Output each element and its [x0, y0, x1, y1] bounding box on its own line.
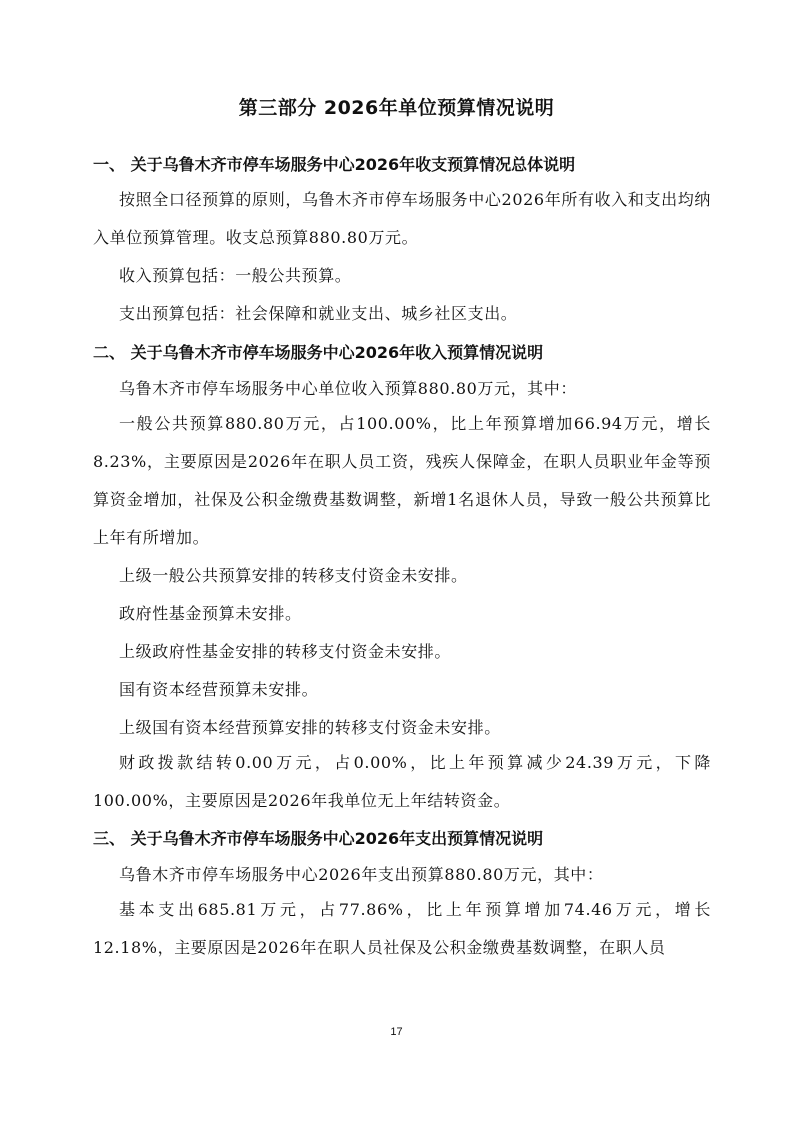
- section-1-paragraph-2: 收入预算包括：一般公共预算。: [119, 266, 352, 285]
- section-3-paragraph-2: 基本支出685.81万元，占77.86%，比上年预算增加74.46万元，增长12.18%，主要原因是2026年在职人员社保及公积金缴费基数调整，在职人员: [93, 900, 711, 957]
- section-2-paragraph-3: 上级一般公共预算安排的转移支付资金未安排。: [119, 566, 468, 585]
- section-2-paragraph-7: 上级国有资本经营预算安排的转移支付资金未安排。: [119, 718, 501, 737]
- page-number: 17: [390, 1026, 403, 1038]
- section-1-paragraph-3: 支出预算包括：社会保障和就业支出、城乡社区支出。: [119, 304, 518, 323]
- section-2-paragraph-4: 政府性基金预算未安排。: [119, 604, 302, 623]
- section-1-paragraph-1: 按照全口径预算的原则，乌鲁木齐市停车场服务中心2026年所有收入和支出均纳入单位预算管理。收支总预算880.80万元。: [93, 190, 711, 247]
- page-title: 第三部分 2026年单位预算情况说明: [238, 97, 555, 119]
- section-2-paragraph-5: 上级政府性基金安排的转移支付资金未安排。: [119, 642, 452, 661]
- section-2-paragraph-1: 乌鲁木齐市停车场服务中心单位收入预算880.80万元，其中：: [119, 379, 577, 398]
- section-3-paragraph-1: 乌鲁木齐市停车场服务中心2026年支出预算880.80万元，其中：: [119, 865, 604, 884]
- section-2-paragraph-6: 国有资本经营预算未安排。: [119, 680, 319, 699]
- section-1-heading: 一、 关于乌鲁木齐市停车场服务中心2026年收支预算情况总体说明: [93, 155, 576, 174]
- section-2-paragraph-2: 一般公共预算880.80万元，占100.00%，比上年预算增加66.94万元，增长8.23%，主要原因是2026年在职人员工资，残疾人保障金，在职人员职业年金等预算资金增加，社保及公积金缴费基数调整，新增1名退休人员，导致一般公共预算比上年有所增加。: [93, 414, 711, 547]
- section-2-paragraph-8: 财政拨款结转0.00万元，占0.00%，比上年预算减少24.39万元，下降100.00%，主要原因是2026年我单位无上年结转资金。: [93, 753, 711, 810]
- section-3-heading: 三、 关于乌鲁木齐市停车场服务中心2026年支出预算情况说明: [93, 829, 544, 848]
- section-2-heading: 二、 关于乌鲁木齐市停车场服务中心2026年收入预算情况说明: [93, 343, 544, 362]
